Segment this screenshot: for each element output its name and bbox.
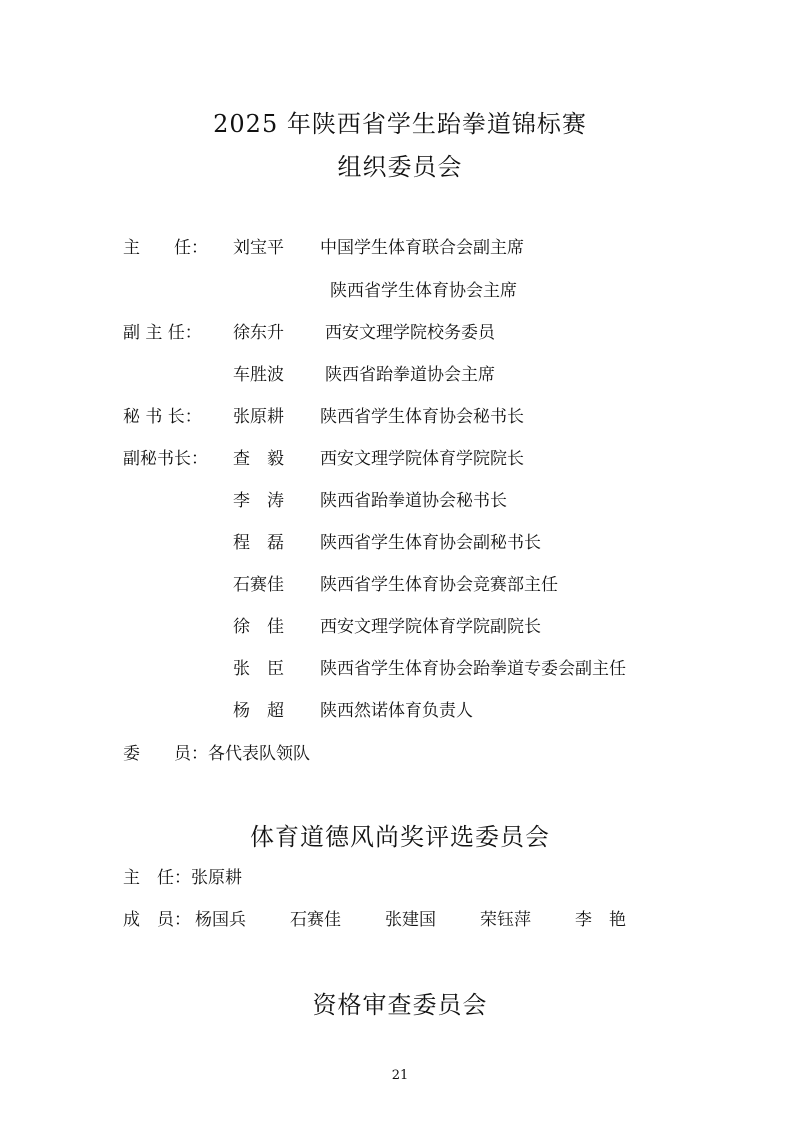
committee-duty: 西安文理学院体育学院副院长	[320, 617, 541, 637]
committee-duty: 陕西省学生体育协会跆拳道专委会副主任	[320, 659, 626, 679]
committee-name: 李 涛	[233, 491, 284, 511]
committee-duty: 陕西省学生体育协会主席	[330, 281, 517, 301]
main-title-line-2: 组织委员会	[337, 153, 463, 181]
committee-name: 刘宝平	[233, 238, 284, 258]
committee-duty: 西安文理学院校务委员	[325, 323, 495, 343]
committee-name: 石赛佳	[233, 575, 284, 595]
sportsmanship-director: 主 任：张原耕	[123, 868, 242, 888]
sportsmanship-member: 李 艳	[575, 910, 626, 930]
committee-name: 徐东升	[233, 323, 284, 343]
sportsmanship-member: 杨国兵	[195, 910, 246, 930]
sportsmanship-members-label: 成 员：	[123, 910, 191, 930]
committee-duty: 西安文理学院体育学院院长	[320, 449, 524, 469]
sportsmanship-member: 荣钰萍	[480, 910, 531, 930]
committee-role: 副 主 任：	[123, 323, 202, 343]
committee-name: 程 磊	[233, 533, 284, 553]
committee-role: 副秘书长：	[123, 449, 208, 469]
committee-name: 查 毅	[233, 449, 284, 469]
committee-duty: 陕西省学生体育协会竞赛部主任	[320, 575, 558, 595]
qualification-committee-title: 资格审查委员会	[312, 991, 488, 1019]
main-title-line-1: 2025 年陕西省学生跆拳道锦标赛	[213, 110, 587, 138]
committee-duty: 陕西省跆拳道协会主席	[325, 365, 495, 385]
committee-role: 主 任：	[123, 238, 208, 258]
sportsmanship-member: 张建国	[385, 910, 436, 930]
committee-duty: 陕西省学生体育协会秘书长	[320, 407, 524, 427]
committee-duty: 中国学生体育联合会副主席	[320, 238, 524, 258]
members-text: 委 员：各代表队领队	[123, 744, 310, 764]
sportsmanship-committee-title: 体育道德风尚奖评选委员会	[250, 823, 550, 851]
committee-name: 张 臣	[233, 659, 284, 679]
committee-name: 杨 超	[233, 701, 284, 721]
committee-duty: 陕西然诺体育负责人	[320, 701, 473, 721]
committee-name: 张原耕	[233, 407, 284, 427]
committee-role: 秘 书 长：	[123, 407, 202, 427]
sportsmanship-member: 石赛佳	[290, 910, 341, 930]
committee-duty: 陕西省学生体育协会副秘书长	[320, 533, 541, 553]
committee-duty: 陕西省跆拳道协会秘书长	[320, 491, 507, 511]
committee-name: 徐 佳	[233, 617, 284, 637]
committee-name: 车胜波	[233, 365, 284, 385]
page-number: 21	[391, 1068, 409, 1083]
